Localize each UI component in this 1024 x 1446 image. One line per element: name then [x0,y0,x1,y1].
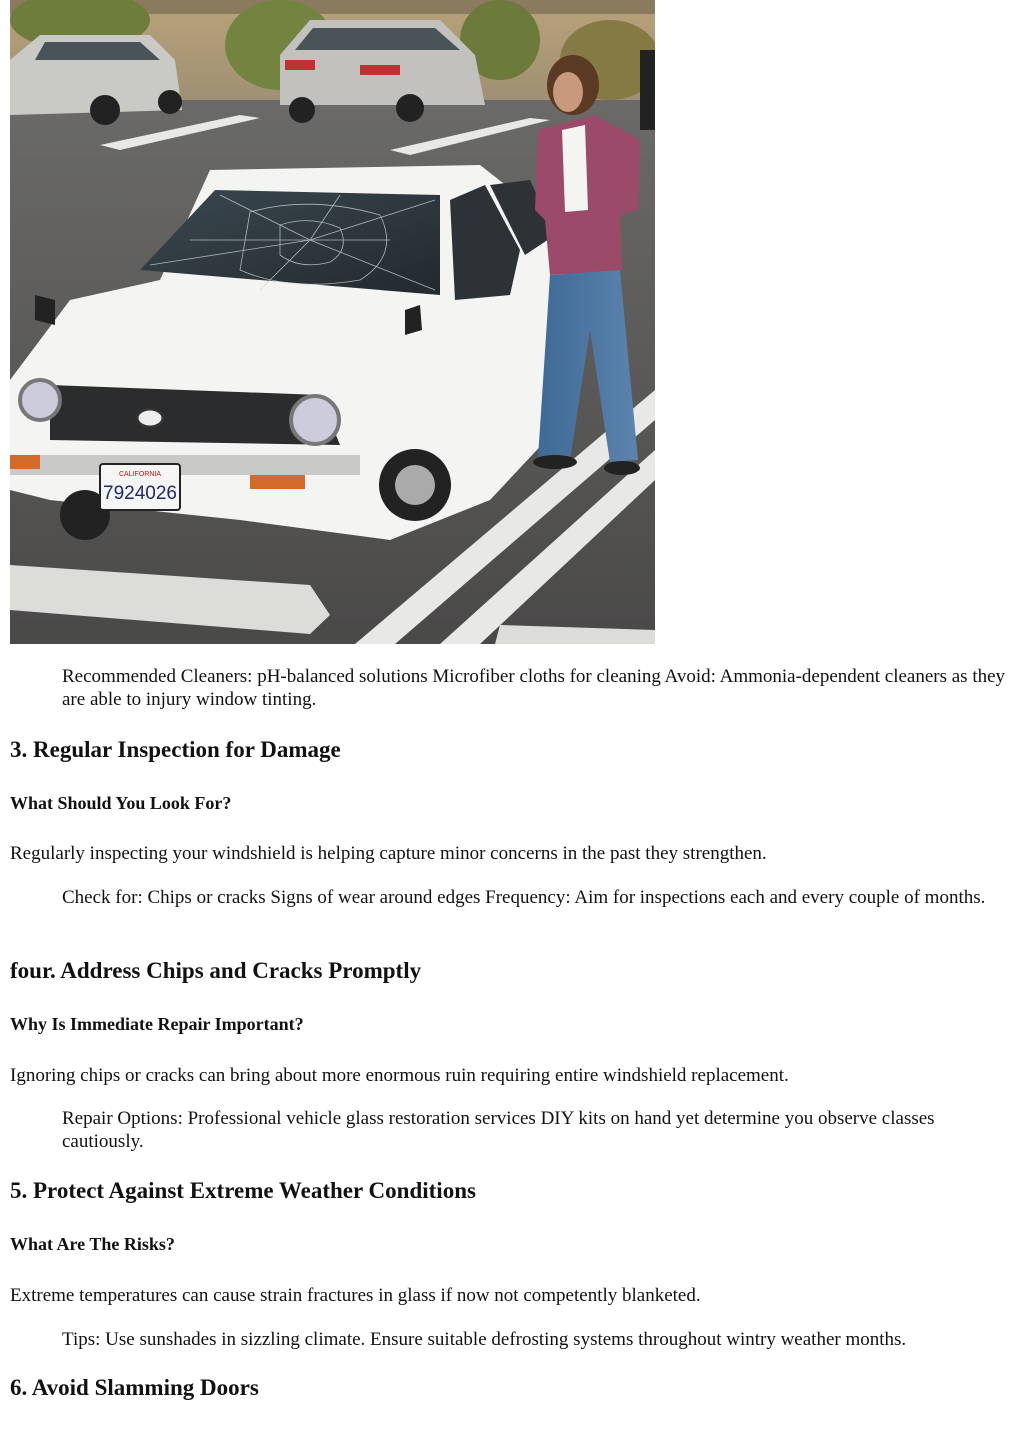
section-heading-4: four. Address Chips and Cracks Promptly [10,958,422,983]
section-paragraph-5: Extreme temperatures can cause strain fractures in glass if now not competently blanketed. [10,1285,701,1306]
cracked-windshield-illustration [10,0,655,644]
hero-image [10,0,655,644]
section-subheading-3: What Should You Look For? [10,793,232,813]
plate-state: CALIFORNIA [118,471,162,478]
license-plate [100,464,180,510]
section-quote-4: Repair Options: Professional vehicle glass restoration services DIY kits on hand yet determine you observe classes cautiously. [62,1108,935,1152]
cleaners-quote: Recommended Cleaners: pH-balanced solutions Microfiber cloths for cleaning Avoid: Ammonia-dependent cleaners as they are able to injury window tinting. [62,666,1006,710]
section-quote-3: Check for: Chips or cracks Signs of wear around edges Frequency: Aim for inspections each and every couple of months. [62,887,986,908]
section-quote-5: Tips: Use sunshades in sizzling climate. Ensure suitable defrosting systems throughout wintry weather months. [62,1329,907,1350]
section-heading-5: 5. Protect Against Extreme Weather Conditions [10,1178,476,1203]
section-heading-6: 6. Avoid Slamming Doors [10,1375,259,1400]
section-paragraph-3: Regularly inspecting your windshield is helping capture minor concerns in the past they strengthen. [10,843,767,864]
section-subheading-5: What Are The Risks? [10,1234,175,1254]
section-subheading-4: Why Is Immediate Repair Important? [10,1014,304,1034]
section-heading-3: 3. Regular Inspection for Damage [10,737,341,762]
plate-number: 7924026 [103,483,177,504]
section-paragraph-4: Ignoring chips or cracks can bring about more enormous ruin requiring entire windshield replacement. [10,1065,789,1086]
